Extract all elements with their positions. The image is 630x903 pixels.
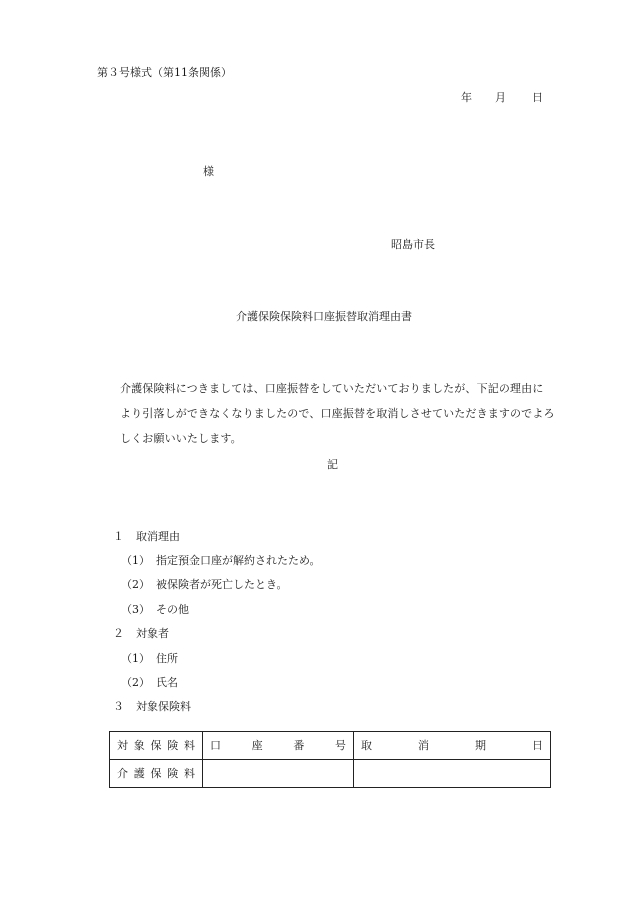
- row-label-care-insurance: 介 護 保 険 料: [110, 760, 203, 788]
- section-2-item-2-text: 氏名: [156, 676, 178, 689]
- date-month-label: 月: [495, 91, 506, 104]
- header-cancellation-date: 取 消 期 日: [354, 732, 551, 760]
- section-1-item-3-number: （3）: [121, 603, 150, 616]
- section-2-heading: [113, 628, 169, 639]
- header-target-premium: 対 象 保 険 料: [110, 732, 203, 760]
- section-2-item-1-number: （1）: [121, 652, 150, 665]
- body-paragraph: [110, 376, 573, 451]
- section-2-label: 対象者: [136, 627, 169, 640]
- table-header-row: [110, 732, 551, 760]
- form-number: 第３号様式（第11条関係）: [97, 66, 232, 79]
- section-1-item-2-number: （2）: [121, 578, 150, 591]
- body-line: 介護保険料につきましては、口座振替をしていただいておりましたが、下記の理由に: [120, 382, 544, 395]
- premium-table: [109, 731, 551, 788]
- section-2-item-2-number: （2）: [121, 676, 150, 689]
- section-1-item-3-text: その他: [156, 603, 189, 616]
- section-2-number: ２: [113, 627, 124, 640]
- body-line: しくお願いいたします。: [120, 432, 242, 445]
- section-2-item-1-text: 住所: [156, 652, 178, 665]
- section-3-label: 対象保険料: [136, 700, 191, 713]
- section-1-number: １: [113, 530, 124, 543]
- section-1-item-2-text: 被保険者が死亡したとき。: [156, 578, 288, 591]
- table-row: [110, 760, 551, 788]
- document-title: 介護保険保険料口座振替取消理由書: [236, 310, 412, 323]
- ki-heading: 記: [327, 458, 338, 471]
- section-1-item-1-text: 指定預金口座が解約されたため。: [156, 554, 321, 567]
- cancellation-date-cell[interactable]: [354, 760, 551, 788]
- date-year-label: 年: [461, 91, 472, 104]
- section-3-heading: [113, 701, 191, 712]
- account-number-cell[interactable]: [203, 760, 354, 788]
- section-1-heading: [113, 531, 180, 542]
- section-1-item-1-number: （1）: [121, 554, 150, 567]
- addressee-honorific: 様: [203, 165, 214, 178]
- header-account-number: 口 座 番 号: [203, 732, 354, 760]
- section-1-label: 取消理由: [136, 530, 180, 543]
- issuer-name: 昭島市長: [391, 238, 435, 251]
- date-day-label: 日: [532, 91, 543, 104]
- section-3-number: ３: [113, 700, 124, 713]
- body-line: より引落しができなくなりましたので、口座振替を取消しさせていただきますのでよろ: [120, 407, 555, 420]
